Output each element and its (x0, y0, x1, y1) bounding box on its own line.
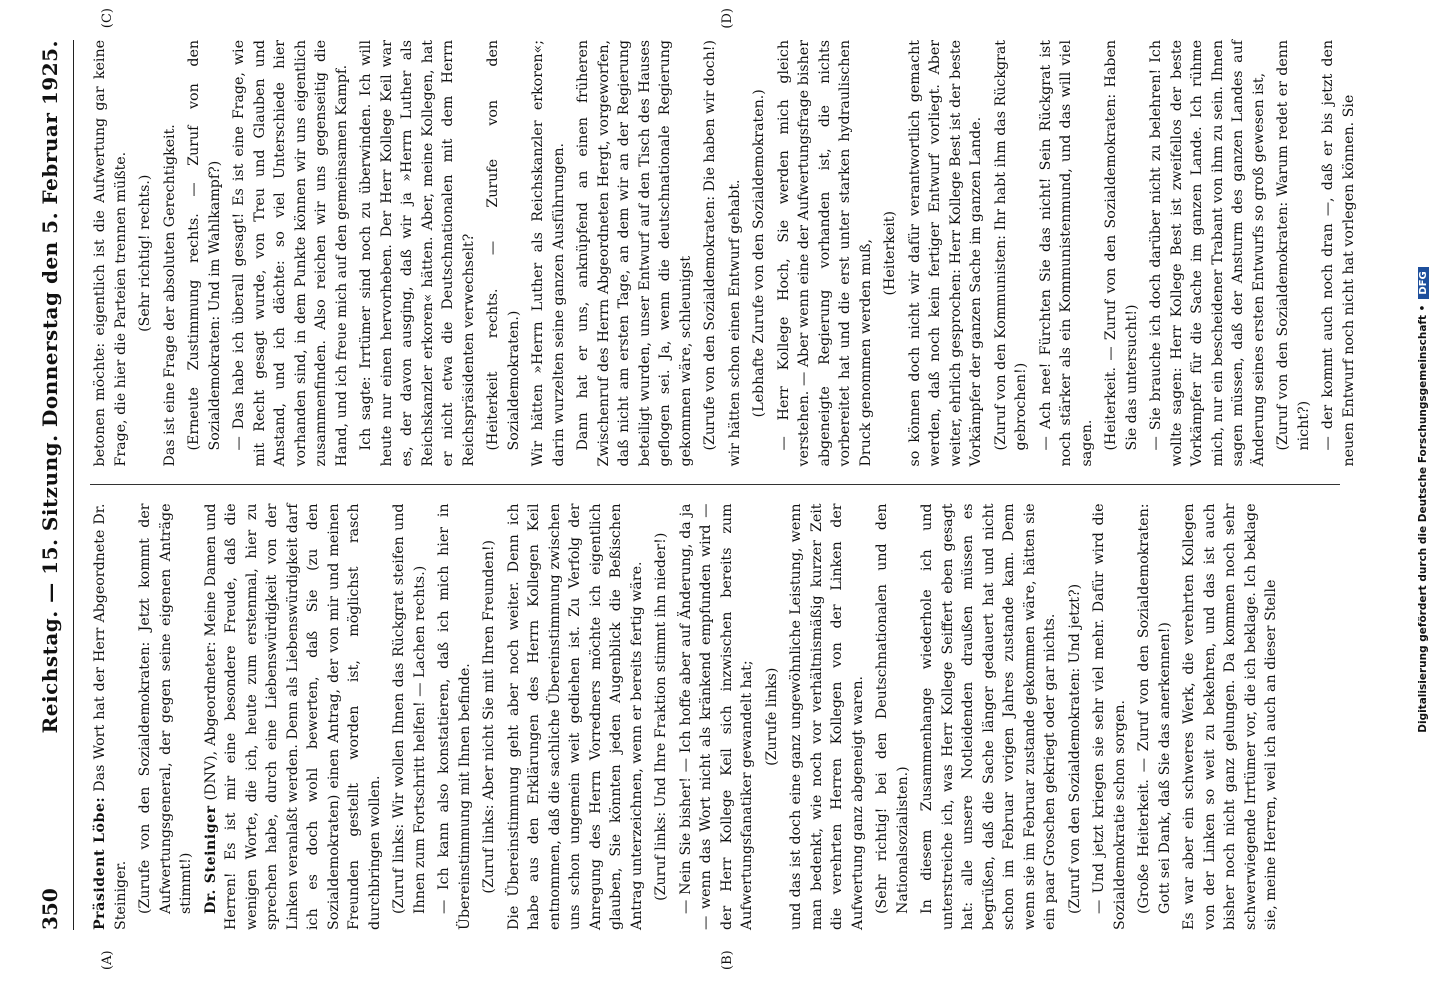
speaker-name: Präsident Löbe: (92, 796, 108, 930)
column-left (90, 504, 1340, 931)
interjection: (Zuruf von den Sozialdemokraten: Und jetzt?) (1066, 583, 1083, 914)
margin-mark-c: (C) (100, 8, 115, 29)
interjection: (Zurufe von den Sozialdemokraten: Die haben wir doch!) (702, 40, 718, 451)
interjection: (Große Heiterkeit. — Zuruf von den Sozialdemokraten: Gott sei Dank, daß Sie das anerkennen!) (1136, 503, 1173, 914)
interjection: (Zurufe links) (763, 667, 780, 766)
running-header (30, 40, 70, 930)
paragraph: In diesem Zusammenhange wiederhole ich und unterstreiche ich, was Herr Kollege Seiffert eben gesagt hat: alle unsere Notleidenden draußen müssen es begrüßen, daß die Sache länger gedauert hat und nicht schon im Februar vorigen Jahres zustande kam. Denn wenn sie im Februar zustande gekommen wäre, hätten sie ein paar Groschen gekriegt oder gar nichts. (919, 503, 1058, 930)
credit-line (1410, 0, 1436, 1000)
interjection: (Erneute Zustimmung rechts. — Zuruf von den Sozialdemokraten: Und im Wahlkampf?) (186, 40, 223, 451)
interjection: (Sehr richtig! rechts.) (137, 174, 153, 332)
paragraph: Ich sagte: Irrtümer sind noch zu überwinden. Ich will heute nur einen hervorheben. Der Herr Kollege Keil war es, der davon ausging, daß wir ja »Herrn Luther als Reichskanzler erkoren« hätten. Aber, meine Kollegen, hat er nicht etwa die Deutschnationalen mit dem Herrn Reichspräsidenten verwechselt? (358, 40, 477, 467)
page-number: 350 (38, 888, 62, 930)
column-divider (90, 485, 1340, 486)
paragraph: Die Übereinstimmung geht aber noch weiter. Denn ich habe aus den Erklärungen des Herrn Kollegen Keil entnommen, daß die sachliche Übereinstimmung zwischen uns schon ungemein weit gediehen ist. Zu Verfolg der Anregung des Herrn Vorredners möchte ich eigentlich glauben, Sie könnten jeden Augenblick die Beßischen Antrag unterzeichnen, wenn er bereits fertig wäre. (505, 503, 645, 930)
paragraph: und das ist doch eine ganz ungewöhnliche Leistung, wenn man bedenkt, wie noch vor verhältnismäßig kurzer Zeit die verehrten Herren Kollegen von der Linken der Aufwertung ganz abgeneigt waren. (788, 503, 866, 930)
paragraph: wir hätten schon einen Entwurf gehabt. (726, 179, 743, 467)
credit-text: Digitalisierung gefördert durch die Deutsche Forschungsgemeinschaft • (1417, 304, 1429, 733)
interjection: (Heiterkeit) (882, 211, 898, 296)
text-columns (90, 40, 1357, 930)
paragraph-text: Das Wort hat der Herr Abgeordnete Dr. Steiniger. (92, 503, 129, 930)
paragraph: — Nein Sie bisher! — Ich hoffe aber auf Änderung, da ja — wenn das Wort nicht als kränkend empfunden wird — der Herr Kollege Keil sich inzwischen bereits zum Aufwertungsfanatiker gewandelt hat; (677, 503, 755, 930)
paragraph: Das ist eine Frage der absoluten Gerechtigkeit. (161, 124, 178, 467)
interjection: (Zuruf links: Und Ihre Fraktion stimmt ihn nieder!) (653, 532, 669, 901)
interjection: (Zuruf von den Sozialdemokraten: Warum redet er denn nicht?) (1275, 40, 1312, 451)
interjection: (Zuruf links: Wir wollen Ihnen das Rückgrat steifen und Ihnen zum Fortschritt helfen! — Lachen rechts.) (391, 503, 428, 914)
margin-mark-a: (A) (100, 950, 115, 970)
paragraph: Dann hat er uns, anknüpfend an einen früheren Zwischenruf des Herrn Abgeordneten Hergt, vorgeworfen, daß nicht am ersten Tage, an dem wir an der Regierung beteiligt wurden, unser Entwurf auf den Tisch des Hauses geflogen sei. Ja, wenn die deutschnationale Regierung gekommen wäre, schleunigst (575, 40, 694, 467)
margin-mark-b: (B) (720, 950, 735, 970)
running-title: Reichstag. — 15. Sitzung. Donnerstag den 5. Februar 1925. (38, 40, 62, 734)
paragraph: — Und jetzt kriegen sie sehr viel mehr. Dafür wird die Sozialdemokratie schon sorgen. (1091, 503, 1128, 930)
interjection: (Lebhafte Zurufe von den Sozialdemokraten.) (751, 89, 767, 418)
interjection: (Zurufe von den Sozialdemokraten: Jetzt kommt der Aufwertungsgeneral, der gegen seine eigenen Anträge stimmt!) (137, 503, 194, 914)
interjection: (Zuruf links: Aber nicht Sie mit Ihren Freunden!) (481, 539, 497, 894)
paragraph: — Ach nee! Fürchten Sie das nicht! Sein Rückgrat ist noch stärker als ein Kommunistenmund, und das will viel sagen. (1037, 40, 1095, 467)
dfg-logo: DFG (1418, 267, 1429, 298)
speaker-name: Dr. Steiniger (202, 805, 219, 914)
paragraph: — der kommt auch noch dran —, daß er bis jetzt den neuen Entwurf noch nicht hat vorlegen können. Sie (1320, 40, 1357, 467)
digitization-credit (1404, 0, 1430, 1000)
paragraph: — Ich kann also konstatieren, daß ich mich hier in Übereinstimmung mit Ihnen befinde. (436, 503, 473, 930)
paragraph (201, 504, 386, 931)
margin-mark-d: (D) (720, 8, 735, 29)
interjection: (Zuruf von den Kommunisten: Ihr habt ihm das Rückgrat gebrochen!) (992, 40, 1029, 451)
paragraph: — Herr Kollege Hoch, Sie werden mich gleich verstehen. — Aber wenn eine der Aufwertungsfrage bisher abgeneigte Regierung vorhanden ist, die nichts vorbereitet hat und die erst unter starken hydraulischen Druck genommen werden muß, (775, 40, 874, 467)
interjection: (Heiterkeit. — Zuruf von den Sozialdemokraten: Haben Sie das untersucht!) (1103, 40, 1140, 451)
paragraph: — Das habe ich überall gesagt! Es ist eine Frage, wie mit Recht gesagt wurde, von Treu und Glauben und Anstand, und ich dächte: so viel Unterschiede hier vorhanden sind, in dem Punkte können wir uns eigentlich zusammenfinden. Also reichen wir uns gegenseitig die Hand, und ich freue mich auf den gemeinsamen Kampf. (231, 40, 350, 467)
paragraph (90, 504, 131, 931)
paragraph: so können doch nicht wir dafür verantwortlich gemacht werden, daß noch kein fertiger Entwurf vorliegt. Aber weiter, ehrlich gesprochen: Herr Kollege Best ist der beste Vorkämpfer der ganzen Sache im ganzen Lande. (906, 40, 984, 467)
paragraph: betonen möchte: eigentlich ist die Aufwertung gar keine Frage, die hier die Parteien trennen müßte. (92, 40, 129, 467)
paragraph: Wir hätten »Herrn Luther als Reichskanzler erkoren«; darin wurzelten seine ganzen Ausführungen. (530, 40, 567, 467)
paragraph: — Sie brauche ich doch darüber nicht zu belehren! Ich wollte sagen: Herr Kollege Best ist zweifellos der beste Vorkämpfer für die Sache im ganzen Lande. Ich rühme mich, nur ein bescheidener Trabant von ihm zu sein. Ihnen sagen müssen, daß der Ansturm des ganzen Landes auf Änderung seines ersten Entwurfs so groß gewesen ist, (1148, 40, 1267, 467)
header-rule (73, 40, 74, 930)
interjection: (Sehr richtig! bei den Deutschnationalen und den Nationalsozialisten.) (874, 503, 911, 914)
paragraph-text: (DNV), Abgeordneter: Meine Damen und Herren! Es ist mir eine besondere Freude, daß die wenigen Worte, die ich, heute zum erstenmal, hier zu sprechen habe, durch eine Liebenswürdigkeit von der Linken veranlaßt werden. Denn als Liebenswürdigkeit darf ich es doch wohl bewerten, daß Sie (zu den Sozialdemokraten) einen Antrag, der von mir und meinen Freunden gestellt worden ist, möglichst rasch durchbringen wollen. (202, 503, 383, 930)
column-right (90, 40, 1357, 467)
interjection: (Heiterkeit rechts. — Zurufe von den Sozialdemokraten.) (485, 40, 522, 451)
paragraph: Es war aber ein schweres Werk, die verehrten Kollegen von der Linken so weit zu bekehren, und das ist auch bisher noch nicht ganz gelungen. Da kommen noch sehr schwerwiegende Irrtümer vor, die ich beklage. Ich beklage sie, meine Herren, weil ich auch an dieser Stelle (1181, 503, 1279, 930)
